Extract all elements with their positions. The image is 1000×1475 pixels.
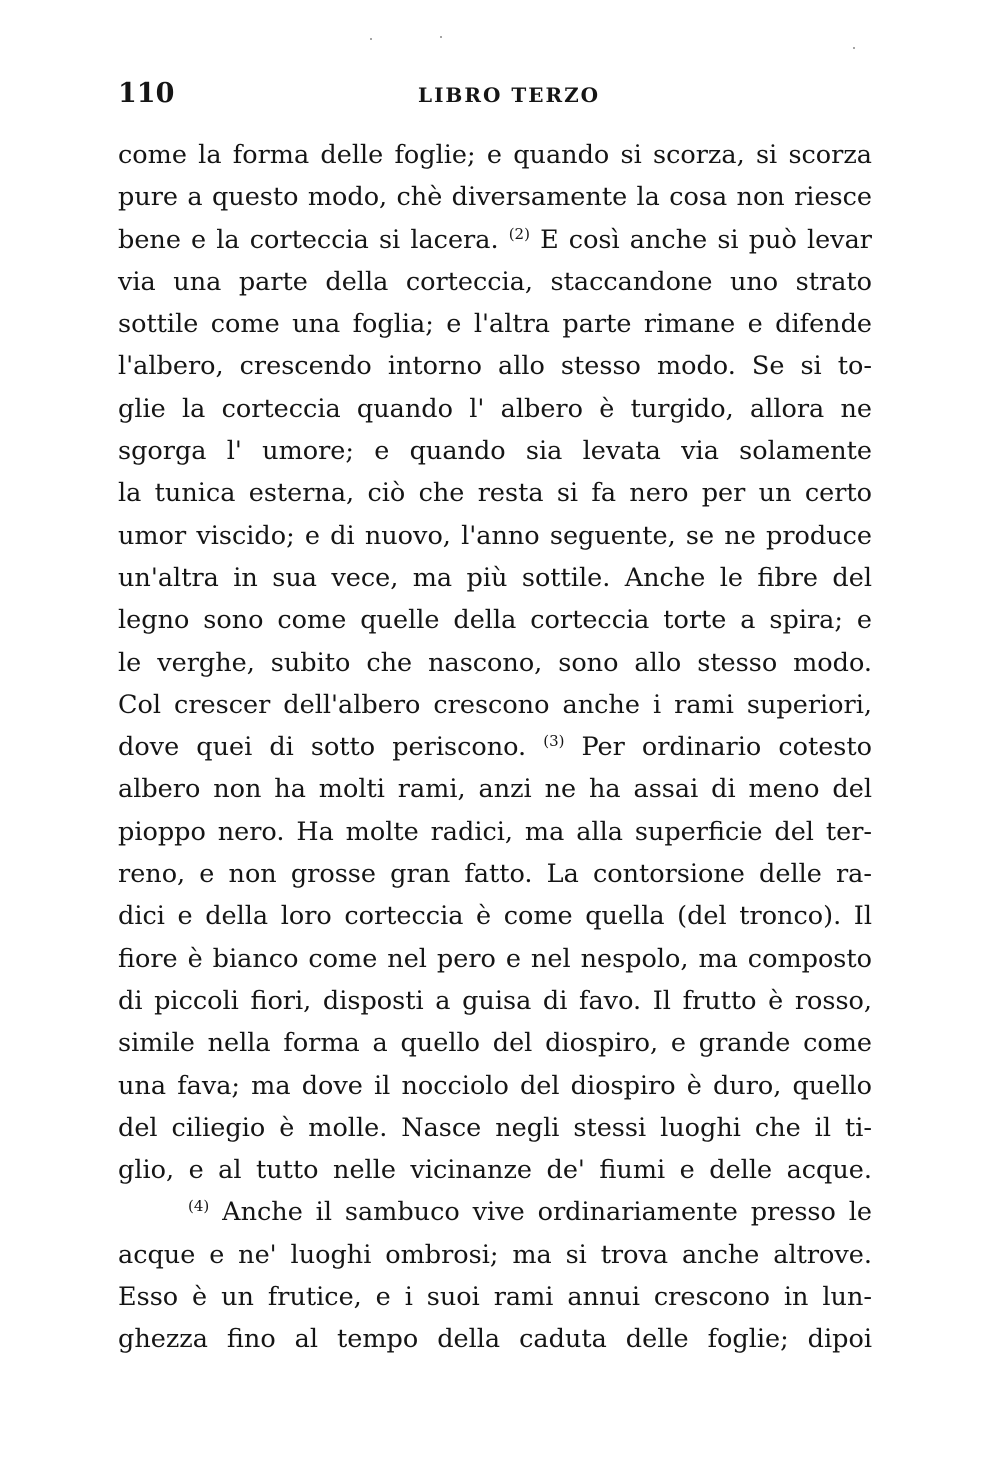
text-line — [118, 176, 872, 218]
line-text: acque e ne' luoghi ombrosi; ma si trova anche altrove. — [118, 1239, 872, 1270]
text-line — [118, 895, 872, 937]
text-line — [118, 1065, 872, 1107]
text-line — [118, 811, 872, 853]
line-text: una fava; ma dove il nocciolo del diospiro è duro, quello — [118, 1070, 872, 1101]
line-text: legno sono come quelle della corteccia torte a spira; e — [118, 605, 872, 636]
paper-speck — [853, 47, 855, 49]
line-text: pure a questo modo, chè diversamente la cosa non riesce — [118, 182, 872, 213]
text-line — [118, 599, 872, 641]
line-text: fiore è bianco come nel pero e nel nespolo, ma composto — [118, 943, 872, 974]
paragraph-start-line — [118, 1191, 872, 1233]
text-line — [118, 1318, 872, 1360]
running-head: LIBRO TERZO — [418, 83, 601, 107]
line-text: simile nella forma a quello del diospiro, e grande come — [118, 1028, 872, 1059]
text-line — [118, 1022, 872, 1064]
line-text: bene e la corteccia si lacera. — [118, 224, 509, 255]
text-line — [118, 980, 872, 1022]
text-line — [118, 684, 872, 726]
line-text: dici e della loro corteccia è come quella (del tronco). Il — [118, 901, 872, 932]
text-line — [118, 261, 872, 303]
paper-speck — [370, 38, 372, 40]
text-line — [118, 515, 872, 557]
line-text: albero non ha molti rami, anzi ne ha assai di meno del — [118, 774, 872, 805]
line-text: l'albero, crescendo intorno allo stesso modo. Se si to- — [118, 351, 872, 382]
line-text: Per ordinario cotesto — [564, 732, 872, 763]
line-text: Esso è un frutice, e i suoi rami annui crescono in lun- — [118, 1282, 872, 1313]
line-text: reno, e non grosse gran fatto. La contorsione delle ra- — [118, 859, 872, 890]
line-text: via una parte della corteccia, staccandone uno strato — [118, 266, 872, 297]
line-text: la tunica esterna, ciò che resta si fa nero per un certo — [118, 478, 872, 509]
line-text: Anche il sambuco vive ordinariamente presso le — [209, 1197, 872, 1228]
paper-speck — [440, 36, 442, 38]
text-line — [118, 388, 872, 430]
text-line — [118, 219, 872, 261]
body-text — [118, 134, 872, 1361]
page-number: 110 — [118, 78, 175, 109]
text-line — [118, 1107, 872, 1149]
line-text: E così anche si può levar — [529, 224, 872, 255]
text-line — [118, 768, 872, 810]
line-text: pioppo nero. Ha molte radici, ma alla superficie del ter- — [118, 816, 872, 847]
text-line — [118, 472, 872, 514]
line-text: dove quei di sotto periscono. — [118, 732, 544, 763]
footnote-marker: (2) — [508, 224, 530, 243]
text-line — [118, 1149, 872, 1191]
footnote-marker: (4) — [188, 1197, 210, 1216]
text-line — [118, 430, 872, 472]
text-line — [118, 557, 872, 599]
text-line — [118, 726, 872, 768]
line-text: del ciliegio è molle. Nasce negli stessi luoghi che il ti- — [118, 1112, 872, 1143]
text-line — [118, 853, 872, 895]
text-line — [118, 303, 872, 345]
line-text: sgorga l' umore; e quando sia levata via solamente — [118, 436, 872, 467]
page-header — [118, 78, 872, 112]
line-text: un'altra in sua vece, ma più sottile. Anche le fibre del — [118, 562, 872, 593]
footnote-marker: (3) — [543, 732, 565, 751]
text-line — [118, 642, 872, 684]
line-text: di piccoli fiori, disposti a guisa di favo. Il frutto è rosso, — [118, 985, 872, 1016]
text-line — [118, 938, 872, 980]
text-line — [118, 1234, 872, 1276]
line-text: come la forma delle foglie; e quando si scorza, si scorza — [118, 140, 872, 170]
text-line — [118, 1276, 872, 1318]
text-line — [118, 134, 872, 176]
line-text: umor viscido; e di nuovo, l'anno seguente, se ne produce — [118, 520, 872, 551]
line-text: Col crescer dell'albero crescono anche i rami superiori, — [118, 689, 872, 720]
line-text: sottile come una foglia; e l'altra parte rimane e difende — [118, 309, 872, 340]
line-text: le verghe, subito che nascono, sono allo stesso modo. — [118, 647, 872, 678]
line-text: ghezza fino al tempo della caduta delle foglie; dipoi — [118, 1324, 872, 1355]
text-line — [118, 345, 872, 387]
line-text: glio, e al tutto nelle vicinanze de' fiumi e delle acque. — [118, 1155, 872, 1186]
line-text: glie la corteccia quando l' albero è turgido, allora ne — [118, 393, 872, 424]
